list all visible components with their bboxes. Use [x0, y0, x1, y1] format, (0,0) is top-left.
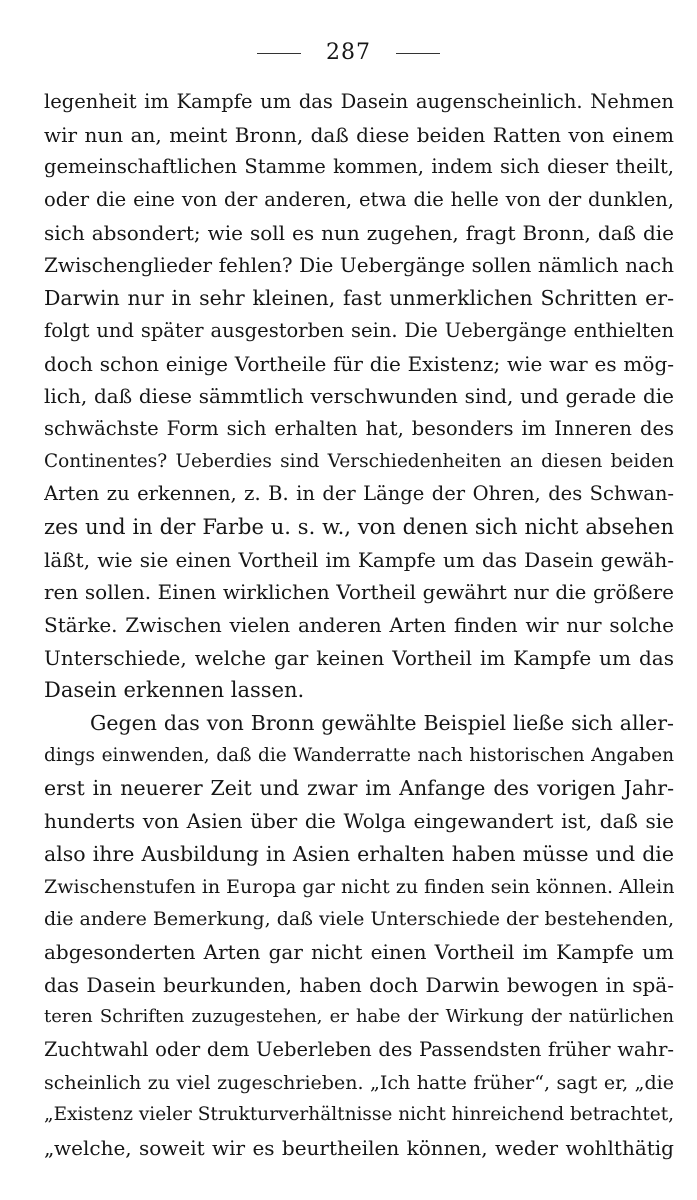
text-line: „Existenz vieler Strukturverhältnisse nicht hinreichend betrachtet, — [44, 1104, 674, 1126]
text-line: lich, daß diese sämmtlich verschwunden sind, und gerade die — [44, 384, 674, 409]
text-line: scheinlich zu viel zugeschrieben. „Ich hatte früher“, sagt er, „die — [44, 1071, 674, 1094]
paragraph-start-line: Gegen das von Bronn gewählte Beispiel ließe sich aller- — [90, 711, 674, 736]
text-line: Stärke. Zwischen vielen anderen Arten finden wir nur solche — [44, 613, 674, 637]
text-line: Arten zu erkennen, z. B. in der Länge der Ohren, des Schwan- — [44, 482, 674, 506]
header-rule-right — [396, 53, 440, 54]
header-rule-left — [257, 53, 301, 54]
text-line: Continentes? Ueberdies sind Verschiedenheiten an diesen beiden — [44, 450, 674, 472]
text-line: „welche, soweit wir es beurtheilen können, weder wohlthätig — [44, 1136, 674, 1160]
text-line: folgt und später ausgestorben sein. Die Uebergänge enthielten — [44, 318, 674, 342]
page-header — [0, 40, 697, 66]
text-line: dings einwenden, daß die Wanderratte nach historischen Angaben — [44, 744, 674, 766]
body-text — [44, 86, 674, 1165]
text-line: ren sollen. Einen wirklichen Vortheil gewährt nur die größere — [44, 580, 674, 605]
text-line: Zwischenglieder fehlen? Die Uebergänge sollen nämlich nach — [44, 253, 674, 278]
text-line: wir nun an, meint Bronn, daß diese beiden Ratten von einem — [44, 122, 674, 147]
text-line: also ihre Ausbildung in Asien erhalten haben müsse und die — [44, 841, 674, 866]
text-line: hunderts von Asien über die Wolga eingewandert ist, daß sie — [44, 809, 674, 834]
text-line: Zuchtwahl oder dem Ueberleben des Passendsten früher wahr- — [44, 1037, 674, 1061]
page-number: 287 — [326, 40, 371, 65]
text-line: die andere Bemerkung, daß viele Unterschiede der bestehenden, — [44, 908, 674, 931]
text-line: abgesonderten Arten gar nicht einen Vortheil im Kampfe um — [44, 939, 674, 964]
text-line: oder die eine von der anderen, etwa die helle von der dunklen, — [44, 188, 674, 212]
text-line: Darwin nur in sehr kleinen, fast unmerklichen Schritten er- — [44, 286, 674, 311]
text-line: zes und in der Farbe u. s. w., von denen sich nicht absehen — [44, 514, 674, 539]
text-line: teren Schriften zuzugestehen, er habe der Wirkung der natürlichen — [44, 1006, 674, 1028]
text-line: gemeinschaftlichen Stamme kommen, indem sich dieser theilt, — [44, 155, 674, 179]
text-line: Zwischenstufen in Europa gar nicht zu finden sein können. Allein — [44, 875, 674, 898]
text-line: das Dasein beurkunden, haben doch Darwin bewogen in spä- — [44, 972, 674, 997]
text-line: schwächste Form sich erhalten hat, besonders im Inneren des — [44, 416, 674, 440]
text-line: erst in neuerer Zeit und zwar im Anfange des vorigen Jahr- — [44, 776, 674, 801]
text-line: läßt, wie sie einen Vortheil im Kampfe um das Dasein gewäh- — [44, 547, 674, 572]
text-line: sich absondert; wie soll es nun zugehen, fragt Bronn, daß die — [44, 220, 674, 245]
text-line: doch schon einige Vortheile für die Existenz; wie war es mög- — [44, 351, 674, 376]
paragraph-end-line: Dasein erkennen lassen. — [44, 678, 305, 703]
text-line: Unterschiede, welche gar keinen Vortheil im Kampfe um das — [44, 645, 674, 670]
text-line: legenheit im Kampfe um das Dasein augenscheinlich. Nehmen — [44, 90, 674, 113]
